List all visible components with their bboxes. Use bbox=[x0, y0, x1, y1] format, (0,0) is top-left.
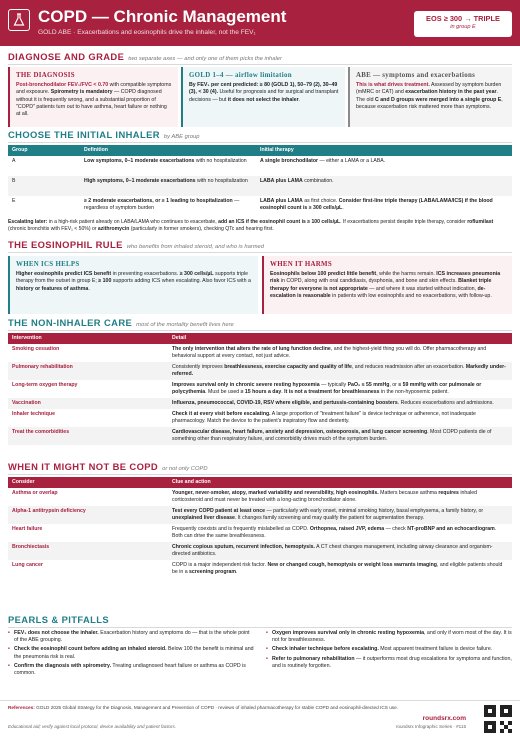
card-gold-grades bbox=[181, 67, 345, 127]
card-title: WHEN ICS HELPS bbox=[16, 261, 80, 268]
section-eosinophil bbox=[8, 239, 512, 253]
row-detail: COPD is a major independent risk factor. New or changed cough, hemoptysis or weight loss warrants imaging, and eligible patients should be in a screening program. bbox=[172, 561, 503, 575]
card-abe bbox=[348, 67, 512, 127]
pearls-left bbox=[8, 630, 254, 679]
col-header: Initial therapy bbox=[256, 145, 512, 156]
card-text: Post-bronchodilator FEV₁/FVC < 0.70 with compatible symptoms and exposure. Spirometry is mandatory — COPD diagnosed without it is frequently wrong, and a substantial proportion of "COPD" patients turn out to have asthma, heart failure or nothing at all. bbox=[16, 82, 172, 117]
group-cell: E bbox=[12, 198, 16, 205]
section-title: PEARLS & PITFALLS bbox=[8, 614, 110, 625]
table-row bbox=[8, 176, 512, 196]
inhaler-table bbox=[8, 145, 512, 216]
page-subtitle: GOLD ABE · Exacerbations and eosinophils drive the inhaler, not the FEV₁ bbox=[38, 29, 256, 36]
card-diagnosis bbox=[8, 67, 178, 127]
key-badge bbox=[414, 11, 512, 37]
table-header-row bbox=[8, 333, 512, 344]
footer bbox=[0, 700, 520, 736]
definition-cell: High symptoms, 0–1 moderate exacerbations with no hospitalization bbox=[80, 176, 256, 196]
table-row bbox=[8, 427, 512, 445]
therapy-cell: LABA plus LAMA combination. bbox=[256, 176, 512, 196]
row-detail: Consistently improves breathlessness, exercise capacity and quality of life, and reduces readmission after an exacerbation. Markedly under-referred. bbox=[168, 362, 512, 380]
section-note: two separate axes — and only one of them picks the inhaler bbox=[128, 56, 282, 62]
row-detail: Influenza, pneumococcal, COVID-19, RSV where eligible, and pertussis-containing boosters. Reduces exacerbations and admissions. bbox=[168, 398, 512, 409]
section-note: most of the mortality benefit lives here bbox=[136, 322, 234, 328]
badge-line2: in group E bbox=[450, 23, 476, 30]
card-ics-helps bbox=[8, 256, 258, 314]
lung-flask-icon bbox=[8, 9, 30, 31]
section-diagnose bbox=[8, 51, 512, 65]
section-pearls bbox=[8, 614, 512, 628]
pearl-item: • FEV₁ does not choose the inhaler. Exacerbation history and symptoms do — that is the whole point of the ABE grouping. bbox=[8, 630, 254, 644]
pearl-item: • Confirm the diagnosis with spirometry. Treating undiagnosed heart failure or asthma as COPD is common. bbox=[8, 663, 254, 677]
card-title: THE DIAGNOSIS bbox=[16, 72, 75, 79]
badge-line1: EOS ≥ 300 → TRIPLE bbox=[426, 14, 500, 23]
row-label: Asthma or overlap bbox=[12, 490, 58, 497]
section-title: DIAGNOSE AND GRADE bbox=[8, 51, 125, 62]
section-title: CHOOSE THE INITIAL INHALER bbox=[8, 129, 160, 140]
row-detail: Frequently coexists and is frequently mislabelled as COPD. Orthopnea, raised JVP, edema — check NT-proBNP and an echocardiogram. Both can drive the same breathlessness. bbox=[172, 525, 497, 539]
row-detail: Improves survival only in chronic severe resting hypoxemia — typically PaO₂ ≤ 55 mmHg, or ≤ 59 mmHg with cor pulmonale or polycythemia. Must be used ≥ 15 hours a day. It is not a treatment for breathlessness in the non-hypoxemic patient. bbox=[172, 381, 482, 395]
col-header: Clue and action bbox=[168, 477, 512, 488]
ddx-table bbox=[8, 477, 512, 578]
escalation-note: Escalating later: in a high-risk patient already on LABA/LAMA who continues to exacerbate, add an ICS if the eosinophil count is ≥ 100 cells/µL. If exacerbations persist despite triple therapy, consider roflumilast (chronic bronchitis with FEV₁ < 50%) or azithromycin (particularly in former smokers), checking QTc and hearing first. bbox=[8, 219, 494, 233]
care-table bbox=[8, 333, 512, 445]
table-row bbox=[8, 542, 512, 560]
section-not-copd bbox=[8, 461, 512, 475]
qr-code-icon bbox=[484, 705, 512, 733]
row-label: Vaccination bbox=[8, 398, 168, 409]
col-header: Intervention bbox=[8, 333, 168, 344]
group-cell: A bbox=[12, 158, 16, 165]
site-link[interactable]: roundsrx.com bbox=[422, 715, 466, 722]
row-detail: Younger, never-smoker, atopy, marked variability and reversibility, high eosinophils. Matters because asthma requires inhaled corticosteroid and must never be treated with a long-acting bronchodilator alone. bbox=[172, 490, 478, 503]
card-text: By FEV₁ per cent predicted: ≥ 80 (GOLD 1), 50–79 (2), 30–49 (3), < 30 (4). Useful for prognosis and for surgical and transplant decisions — but it does not select the inhaler. bbox=[189, 82, 339, 103]
card-text: Higher eosinophils predict ICS benefit in preventing exacerbations. ≥ 300 cells/µL supports triple therapy from the outset in group E; ≥ 100 supports adding ICS when escalating. Also favor ICS with a history or features of asthma. bbox=[16, 271, 251, 292]
section-note: or not only COPD bbox=[162, 466, 208, 472]
row-label: Treat the comorbidities bbox=[8, 427, 168, 445]
row-detail: Test every COPD patient at least once — particularly with early onset, minimal smoking history, basal emphysema, a family history, or unexplained liver disease. It changes family screening and may qualify the patient for augmentation therapy. bbox=[168, 506, 512, 524]
col-header: Group bbox=[8, 145, 80, 156]
section-note: by ABE group bbox=[163, 134, 200, 140]
section-title: THE NON-INHALER CARE bbox=[8, 317, 133, 328]
row-label: Heart failure bbox=[12, 525, 43, 532]
page-title: COPD — Chronic Management bbox=[38, 7, 287, 26]
row-detail: Check it at every visit before escalating. A large proportion of "treatment failure" is device technique or adherence, not inadequate pharmacology. Match the device to the patient's inspiratory flow and dexterity. bbox=[172, 410, 476, 424]
col-header: Consider bbox=[8, 477, 168, 488]
pearl-item: • Check inhaler technique before escalating. Most apparent treatment failure is device failure. bbox=[266, 646, 512, 653]
col-header: Detail bbox=[168, 333, 512, 344]
table-row bbox=[8, 409, 512, 427]
table-row bbox=[8, 524, 512, 542]
row-label: Alpha-1 antitrypsin deficiency bbox=[8, 506, 168, 524]
table-row bbox=[8, 196, 512, 216]
row-label: Long-term oxygen therapy bbox=[12, 381, 78, 388]
therapy-cell: LABA plus LAMA as first choice. Consider first-line triple therapy (LABA/LAMA/ICS) if the blood eosinophil count is ≥ 300 cells/µL. bbox=[260, 198, 493, 211]
card-text: This is what drives treatment. Assessed by symptom burden (mMRC or CAT) and exacerbation history in the past year. The old C and D groups were merged into a single group E, because exacerbation risk mattered more than symptoms. bbox=[356, 82, 503, 110]
pearl-item: • Check the eosinophil count before adding an inhaled steroid. Below 100 the benefit is minimal and the pneumonia risk is real. bbox=[8, 646, 254, 660]
row-label: Pulmonary rehabilitation bbox=[8, 362, 168, 380]
row-detail: The only intervention that alters the rate of lung function decline, and the highest-yield thing you will do. Offer pharmacotherapy and behavioral support at every contact, not just advice. bbox=[172, 346, 487, 359]
card-title: ABE — symptoms and exacerbations bbox=[356, 72, 476, 79]
table-header-row bbox=[8, 145, 512, 156]
section-non-inhaler bbox=[8, 317, 512, 331]
table-row bbox=[8, 156, 512, 176]
row-label: Lung cancer bbox=[12, 561, 43, 568]
section-inhaler bbox=[8, 129, 512, 143]
col-header: Definition bbox=[80, 145, 256, 156]
card-text: Eosinophils below 100 predict little benefit, while the harms remain. ICS increases pneumonia risk in COPD, along with oral candidiasis, dysphonia, and bone and skin effects. Blanket triple therapy for everyone is not appropriate — and where it was started without indication, de-escalation is reasonable in patients with low eosinophils and no exacerbations, with follow-up. bbox=[270, 271, 501, 299]
card-ics-harms bbox=[262, 256, 512, 314]
therapy-cell: A single bronchodilator — either a LAMA or a LABA. bbox=[260, 158, 386, 165]
table-row bbox=[8, 488, 512, 506]
table-row bbox=[8, 398, 512, 409]
row-label: Smoking cessation bbox=[12, 346, 60, 353]
pearls-right bbox=[266, 630, 512, 672]
table-row bbox=[8, 380, 512, 398]
pearl-item: • Refer to pulmonary rehabilitation — it outperforms most drug escalations for symptoms and function, and is routinely forgotten. bbox=[266, 656, 512, 670]
row-label: Inhaler technique bbox=[12, 410, 55, 417]
row-label: Bronchiectasis bbox=[8, 542, 168, 560]
references: References: GOLD 2025 Global Strategy for the Diagnosis, Management and Prevention of COPD · reviews of inhaled pharmacotherapy for stable COPD and eosinophil-directed ICS use. bbox=[8, 705, 399, 710]
pearl-item: • Oxygen improves survival only in chronic resting hypoxemia, and only if worn most of the day. It is not for breathlessness. bbox=[266, 630, 512, 644]
definition-cell: ≥ 2 moderate exacerbations, or ≥ 1 leading to hospitalization — regardless of symptom burden bbox=[84, 198, 240, 211]
row-detail: Cardiovascular disease, heart failure, anxiety and depression, osteoporosis, and lung cancer screening. Most COPD patients die of something other than respiratory failure, and comorbidity drives much of the symptom burden. bbox=[168, 427, 512, 445]
section-title: WHEN IT MIGHT NOT BE COPD bbox=[8, 461, 159, 472]
table-row bbox=[8, 506, 512, 524]
card-title: WHEN IT HARMS bbox=[270, 261, 332, 268]
card-title: GOLD 1–4 — airflow limitation bbox=[189, 72, 292, 79]
definition-cell: Low symptoms, 0–1 moderate exacerbations with no hospitalization bbox=[84, 158, 247, 165]
table-row bbox=[8, 560, 512, 578]
header-banner bbox=[0, 0, 520, 46]
table-header-row bbox=[8, 477, 512, 488]
group-cell: B bbox=[8, 176, 80, 196]
section-title: THE EOSINOPHIL RULE bbox=[8, 239, 123, 250]
table-row bbox=[8, 362, 512, 380]
disclaimer: Educational aid; verify against local protocol, device availability and patient factors. bbox=[8, 724, 177, 729]
table-row bbox=[8, 344, 512, 362]
row-detail: Chronic copious sputum, recurrent infection, hemoptysis. A CT chest changes management, including airway clearance and organism-directed antibiotics. bbox=[168, 542, 512, 560]
series-label: roundsrx Infographic Series · #115 bbox=[395, 724, 466, 729]
section-note: who benefits from inhaled steroid, and who is harmed bbox=[126, 244, 265, 250]
